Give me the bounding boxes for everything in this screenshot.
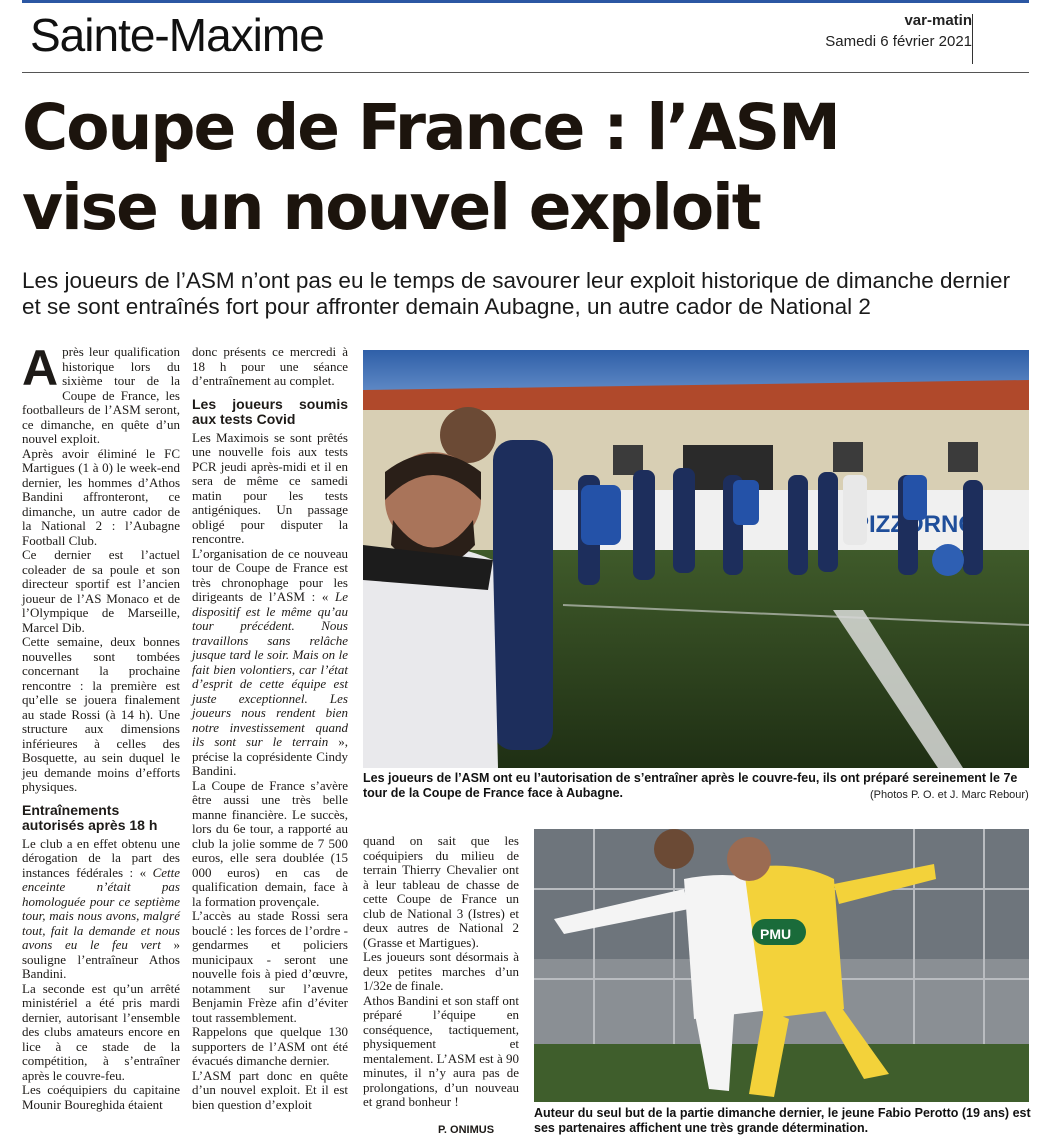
article-headline	[22, 88, 1032, 248]
subheading: Entraînements autorisés après 18 h	[22, 801, 158, 833]
paragraph: Ce dernier est l’actuel coleader de sa poule et son directeur sportif est l’ancien joueur de l’AS Monaco et de l’Olympique de Marseille, Marcel Dib.	[22, 547, 180, 635]
photo2-caption: Auteur du seul but de la partie dimanche dernier, le jeune Fabio Perotto (19 ans) est ses partenaires affichent une très grande détermination.	[534, 1106, 1031, 1135]
photo-credit: (Photos P. O. et J. Marc Rebour)	[870, 789, 1029, 801]
paragraph: Les joueurs sont désormais à deux petites marches d’un 1/32e de finale.	[363, 949, 519, 993]
paragraph: Les Maximois se sont prêtés une nouvelle fois aux tests PCR jeudi après-midi et il en sera de même ce samedi matin pour les tests antigéniques. Un passage obligé pour disputer la rencontre.	[192, 429, 348, 546]
text-column-2	[192, 345, 348, 1112]
paragraph: La seconde est qu’un arrêté ministériel a été pris mardi dernier, autorisant l’ensemble des clubs amateurs encore en lice à ce stade de la compétition, à s’entraîner après le couvre-feu.	[22, 980, 180, 1083]
paragraph: L’organisation de ce nouveau tour de Coupe de France est très chronophage pour les dirigeants de l’ASM : « Le dispositif est le même qu’au tour précédent. Nous travaillons sans relâche jusque tard le soir. Mais on le fait bien volontiers, car l’état d’esprit de cette équipe est juste exceptionnel. Les joueurs nous rendent bien notre investissement quand ils sont sur le terrain », précise la coprésidente Cindy Bandini.	[192, 545, 348, 778]
photo1-caption: Les joueurs de l’ASM ont eu l’autorisation de s’entraîner après le couvre-feu, ils ont préparé sereinement le 7e tour de la Coupe de France face à Aubagne.	[363, 771, 1018, 800]
paragraph: près leur qualification historique lors du sixième tour de la Coupe de France, les footballeurs de l’ASM seront, ce dimanche, en quête d’un nouvel exploit.	[22, 344, 180, 446]
paragraph: Rappelons que quelque 130 supporters de l’ASM ont été évacués dimanche dernier.	[192, 1024, 348, 1068]
section-title: Sainte-Maxime	[30, 9, 324, 61]
paragraph: donc présents ce mercredi à 18 h pour une séance d’entraînement au complet.	[192, 344, 348, 388]
headline-line-2: vise un nouvel exploit	[22, 171, 760, 244]
newspaper-name: var-matin	[904, 12, 972, 29]
training-photo	[363, 350, 1029, 768]
paragraph: La Coupe de France s’avère être aussi une très belle manne financière. Le succès, lors du 6e tour, a rapporté au club la jolie somme de 7 500 euros, elle sera doublée (15 000 euros) en cas de qualification demain, face à la formation provençale.	[192, 777, 348, 909]
paragraph: L’accès au stade Rossi sera bouclé : les forces de l’ordre - gendarmes et policiers municipaux - seront une nouvelle fois à pied d’œuvre, notamment sur l’avenue Benjamin Frèze afin d’éviter tout rassemblement.	[192, 908, 348, 1025]
publication-date: Samedi 6 février 2021	[825, 33, 972, 50]
paragraph: Cette semaine, deux bonnes nouvelles sont tombées concernant la prochaine rencontre : la première est qu’elle se jouera finalement au stade Rossi (à 14 h). Une structure aux dimensions inférieures à celles des Bosquette, au sein duquel le jeu demande moins d’efforts physiques.	[22, 634, 180, 794]
headline-line-1: Coupe de France : l’ASM	[22, 91, 839, 164]
drop-cap: A	[22, 340, 59, 396]
subheading: Les joueurs soumis aux tests Covid	[192, 395, 348, 427]
header-rule	[22, 72, 1029, 73]
author-signature: P. ONIMUS	[438, 1124, 495, 1136]
text-column-1	[22, 340, 180, 1112]
paragraph: Athos Bandini et son staff ont préparé l’équipe en conséquence, tactiquement, physiquement et mentalement. L’ASM est à 90 minutes, il n’y aura pas de prolongations, d’un nouveau et grand bonheur !	[363, 992, 519, 1109]
sponsor-text: PMU	[760, 926, 792, 942]
paragraph: L’ASM part donc en quête d’un nouvel exploit. Et il est bien question d’exploit	[192, 1067, 348, 1112]
paragraph: quand on sait que les coéquipiers du milieu de terrain Thierry Chevalier ont à leur tableau de chasse de cette Coupe de France un club de National 3 (Istres) et deux autres de National 2 (Grasse et Martigues).	[363, 833, 519, 950]
paragraph: Les coéquipiers du capitaine Mounir Boureghida étaient	[22, 1082, 180, 1112]
article-deck: Les joueurs de l’ASM n’ont pas eu le temps de savourer leur exploit historique de dimanche dernier et se sont entraînés fort pour affronter demain Aubagne, un autre cador de National 2	[22, 268, 1011, 319]
top-accent-bar	[22, 0, 1029, 3]
header-divider	[972, 14, 973, 64]
paragraph: Après avoir éliminé le FC Martigues (1 à 0) le week-end dernier, les hommes d’Athos Bandini affronteront, ce dimanche, un autre cador de la National 2 : l’Aubagne Football Club.	[22, 445, 180, 548]
paragraph: Le club a en effet obtenu une dérogation de la part des instances fédérales : « Cette enceinte n’était pas homologuée pour ce septième tour, mais nous avons, malgré tout, fait la demande et nous avons eu le feu vert » souligne l’entraîneur Athos Bandini.	[22, 835, 180, 981]
text-column-3	[363, 834, 519, 1110]
match-photo	[534, 829, 1029, 1102]
